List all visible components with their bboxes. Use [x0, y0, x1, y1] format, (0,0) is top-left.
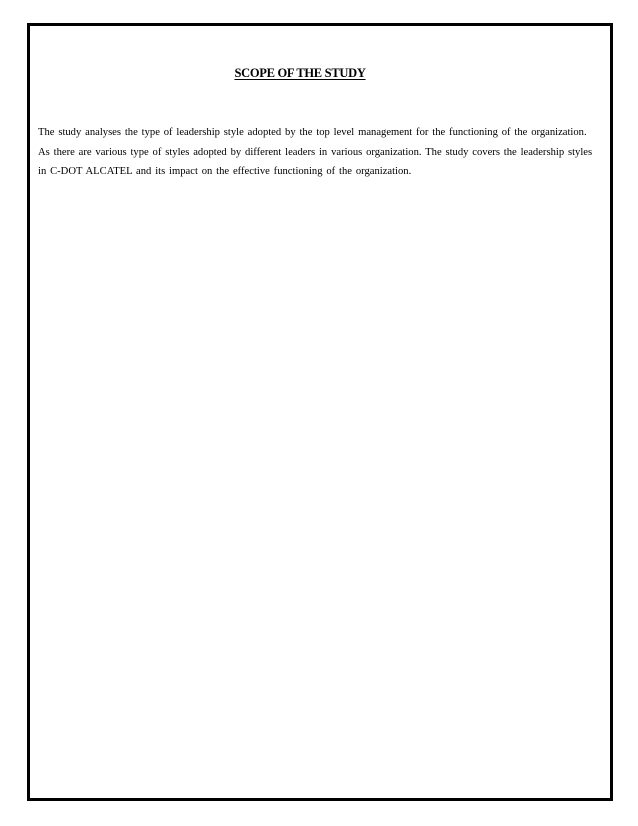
page-title: SCOPE OF THE STUDY [234, 66, 366, 80]
page-title-container [0, 66, 638, 81]
scope-paragraph: The study analyses the type of leadership style adopted by the top level management for the functioning of the organization. As there are various type of styles adopted by different leaders in various organization. The study covers the leadership styles in C-DOT ALCATEL and its impact on the effective functioning of the organization. [38, 127, 593, 178]
